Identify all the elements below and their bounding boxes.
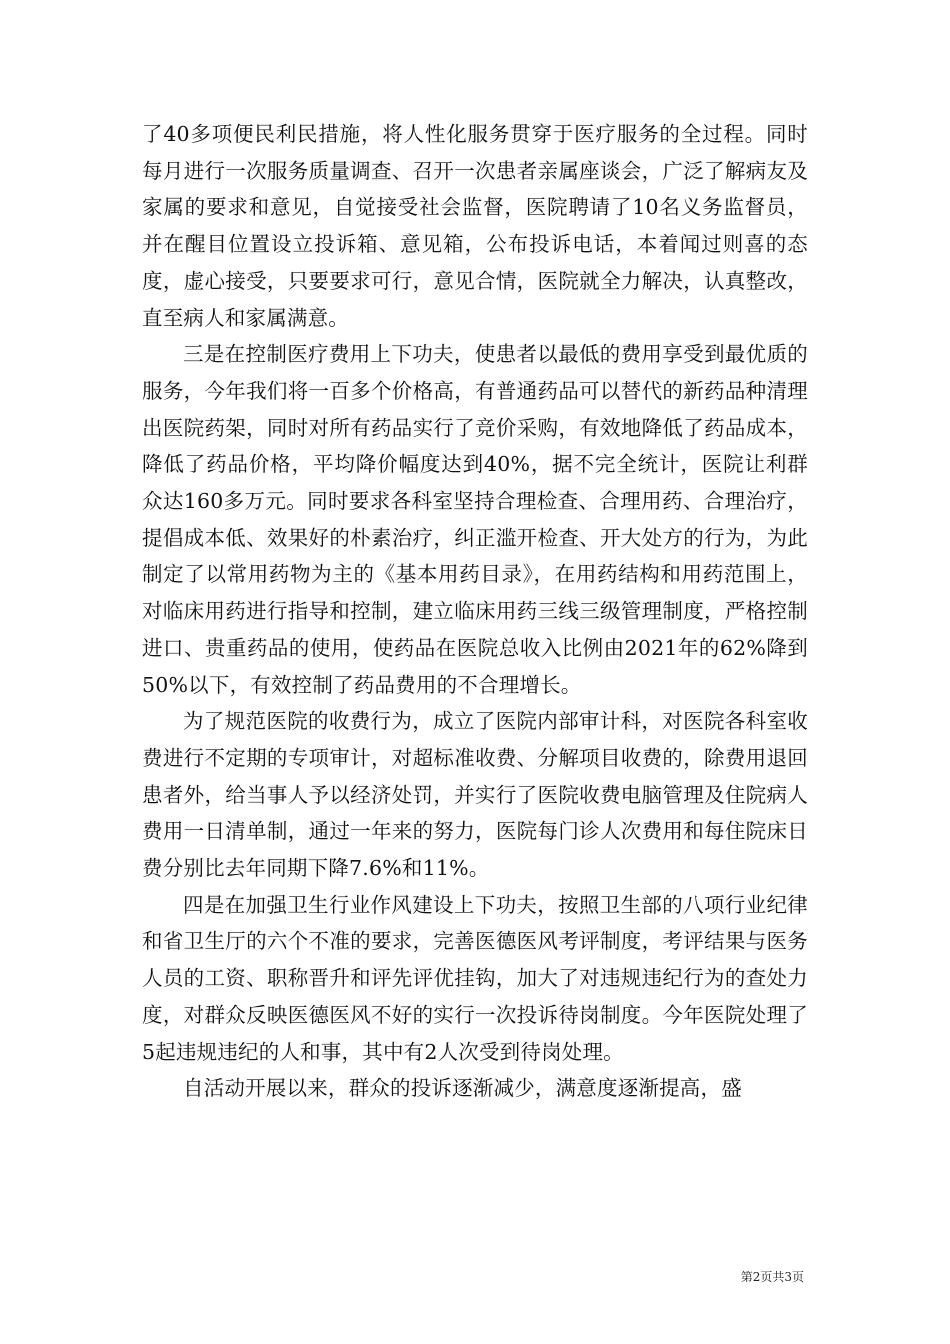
paragraph-continued: 了40多项便民利民措施，将人性化服务贯穿于医疗服务的全过程。同时每月进行一次服务质量调查、召开一次患者亲属座谈会，广泛了解病友及家属的要求和意见，自觉接受社会监督，医院聘请了10名义务监督员，并在醒目位置设立投诉箱、意见箱，公布投诉电话，本着闻过则喜的态度，虚心接受，只要要求可行，意见合情，医院就全力解决，认真整改，直至病人和家属满意。	[142, 122, 808, 330]
paragraph-results: 自活动开展以来，群众的投诉逐渐减少，满意度逐渐提高，盛	[183, 1076, 742, 1101]
paragraph-conduct: 四是在加强卫生行业作风建设上下功夫，按照卫生部的八项行业纪律和省卫生厅的六个不准的要求，完善医德医风考评制度，考评结果与医务人员的工资、职称晋升和评先评优挂钩，加大了对违规违纪行为的查处力度，对群众反映医德医风不好的实行一次投诉待岗制度。今年医院处理了5起违规违纪的人和事，其中有2人次受到待岗处理。	[142, 892, 808, 1064]
paragraph-billing-audit: 为了规范医院的收费行为，成立了医院内部审计科，对医院各科室收费进行不定期的专项审计，对超标准收费、分解项目收费的，除费用退回患者外，给当事人予以经济处罚，并实行了医院收费电脑管理及住院病人费用一日清单制，通过一年来的努力，医院每门诊人次费用和每住院床日费分别比去年同期下降7.6%和11%。	[142, 709, 808, 881]
page-number-footer: 第2页共3页	[740, 1270, 804, 1284]
document-body	[142, 116, 808, 1107]
paragraph-cost-control: 三是在控制医疗费用上下功夫，使患者以最低的费用享受到最优质的服务，今年我们将一百多个价格高，有普通药品可以替代的新药品种清理出医院药架，同时对所有药品实行了竞价采购，有效地降低了药品成本，降低了药品价格，平均降价幅度达到40%，据不完全统计，医院让利群众达160多万元。同时要求各科室坚持合理检查、合理用药、合理治疗，提倡成本低、效果好的朴素治疗，纠正滥开检查、开大处方的行为，为此制定了以常用药物为主的《基本用药目录》，在用药结构和用药范围上，对临床用药进行指导和控制，建立临床用药三线三级管理制度，严格控制进口、贵重药品的使用，使药品在医院总收入比例由2021年的62%降到50%以下，有效控制了药品费用的不合理增长。	[142, 342, 808, 697]
